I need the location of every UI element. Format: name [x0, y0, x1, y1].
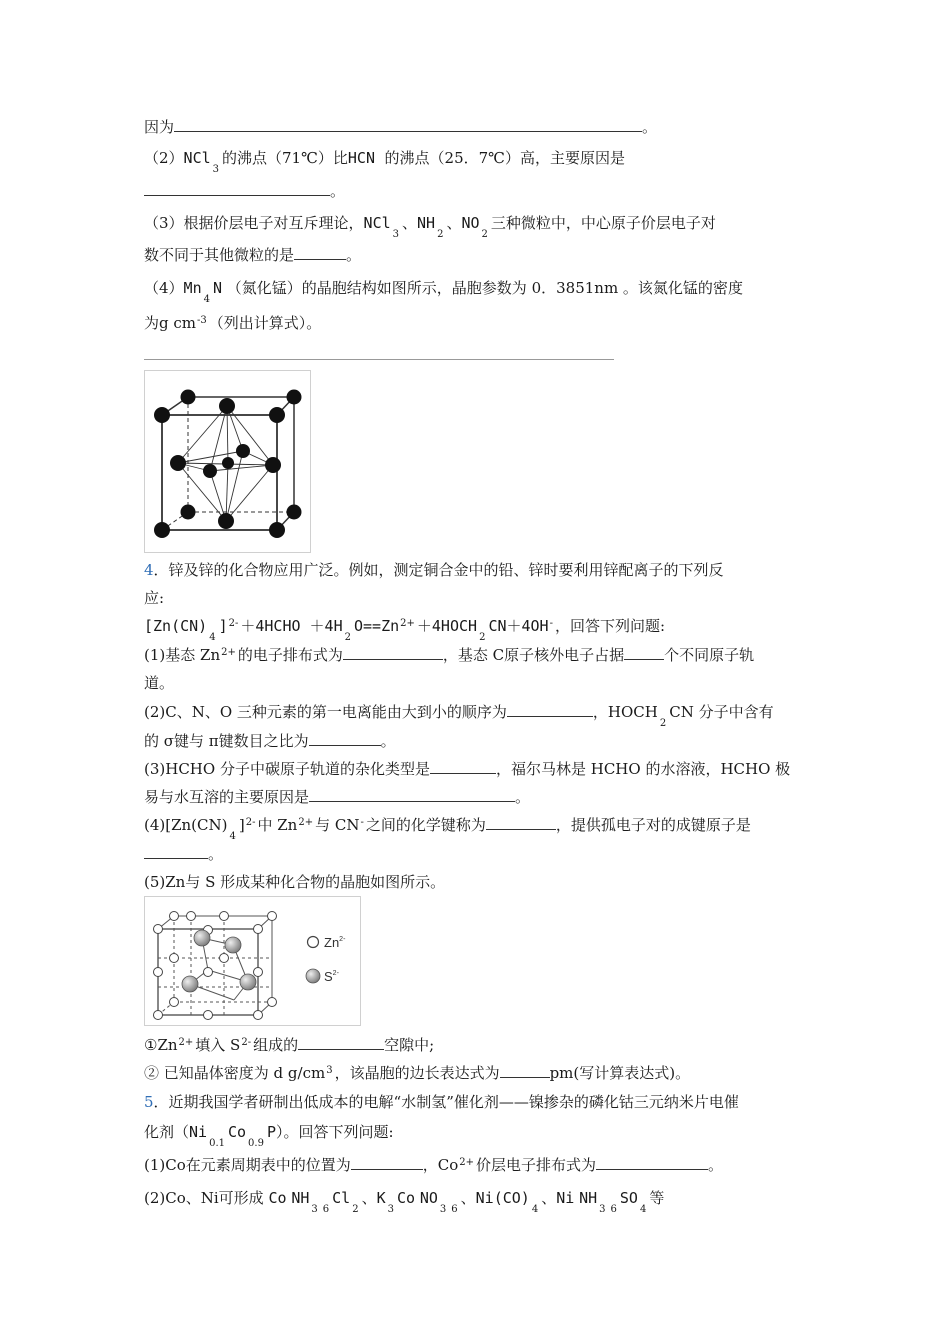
answer-blank[interactable] [596, 1155, 708, 1170]
text: 、 [361, 1189, 377, 1207]
zns-crystal-cell-figure [144, 896, 361, 1026]
superscript: - [360, 817, 364, 828]
text: 的沸点（25．7℃）高，主要原因是 [384, 149, 625, 167]
formula: NO [419, 1189, 438, 1207]
formula-ni: Ni [189, 1123, 208, 1141]
subscript: 2 [481, 229, 488, 240]
formula-ncl3: NCl [183, 149, 211, 167]
answer-blank[interactable] [430, 759, 496, 774]
formula: NH [291, 1189, 310, 1207]
q4-part2-line1 [144, 702, 774, 729]
q4-part1-line1 [144, 645, 754, 668]
question-number: 5 [144, 1093, 154, 1111]
formula-ncl3: NCl [363, 214, 391, 232]
q3-part2-line1 [144, 148, 625, 175]
text: (5)Zn与 S 形成某种化合物的晶胞如图所示。 [144, 873, 446, 891]
text: ，提供孤电子对的成键原子是 [555, 816, 751, 834]
text: 化剂（ [144, 1123, 190, 1141]
superscript: 2+ [178, 1037, 194, 1048]
text: 、 [402, 214, 418, 232]
text: 空隙中; [384, 1036, 435, 1054]
zn-legend-label: $Zn^{2-}$ [324, 935, 346, 950]
text: 。 [642, 118, 658, 136]
text: 、 [460, 1189, 476, 1207]
q3-part3-line2 [144, 245, 361, 265]
text: （4） [144, 279, 184, 297]
subscript: 2 [352, 1204, 359, 1215]
s-legend-marker [306, 969, 320, 983]
text: ，HOCH [592, 703, 658, 721]
q4-title-line2 [144, 588, 164, 608]
formula-p: P [266, 1123, 276, 1141]
text: 价层电子排布式为 [476, 1156, 597, 1174]
q3-part2-line2 [144, 181, 345, 201]
subscript: 3 [599, 1204, 606, 1215]
text: 的电子排布式为 [237, 646, 343, 664]
formula: O==Zn [354, 617, 400, 635]
text: 。 [346, 246, 362, 264]
q3-part4-line2 [144, 313, 321, 336]
superscript: 3 [326, 1065, 333, 1076]
answer-blank[interactable] [507, 702, 593, 717]
text: 个不同原子轨 [664, 646, 755, 664]
text: 等 [649, 1189, 665, 1207]
text: ）。回答下列问题: [275, 1123, 394, 1141]
text: 。 [208, 845, 224, 863]
q4-part4-line1 [144, 815, 751, 842]
text: 。 [515, 788, 531, 806]
answer-blank[interactable] [500, 1063, 550, 1078]
text: (1)基态 Zn [144, 646, 221, 664]
superscript: - [549, 618, 553, 629]
q4-equation [144, 616, 666, 643]
mn4n-crystal-cell-figure [144, 370, 311, 553]
text: 填入 S [195, 1036, 241, 1054]
text: 道。 [144, 674, 175, 692]
superscript: 2- [245, 817, 256, 828]
formula: SO [619, 1189, 638, 1207]
answer-underline[interactable] [144, 359, 614, 360]
subscript: 6 [322, 1204, 330, 1215]
text: (3)HCHO 分子中碳原子轨道的杂化类型是 [144, 760, 430, 778]
subscript: 2 [659, 718, 667, 729]
subscript: 2 [437, 229, 444, 240]
s-legend-label: $S^{2-}$ [324, 969, 339, 984]
superscript: 2+ [221, 647, 236, 658]
formula: Ni(CO) [475, 1189, 530, 1207]
text: 的 σ键与 π键数目之比为 [144, 732, 309, 750]
text: 与 CN [315, 816, 360, 834]
text: 、 [446, 214, 462, 232]
text: (2)C、N、O 三种元素的第一电离能由大到小的顺序为 [144, 703, 507, 721]
text: 因为 [144, 118, 175, 136]
text: (4)[Zn(CN) [144, 816, 228, 834]
text: 易与水互溶的主要原因是 [144, 788, 310, 806]
subscript: 0.1 [209, 1138, 225, 1149]
subscript: 3 [439, 1204, 447, 1215]
subscript: 3 [387, 1204, 394, 1215]
answer-blank[interactable] [144, 844, 208, 859]
answer-blank[interactable] [294, 245, 346, 260]
formula-hcn: HCN [347, 149, 375, 167]
text: ．锌及锌的化合物应用广泛。例如，测定铜合金中的铅、锌时要利用锌配离子的下列反 [153, 561, 724, 579]
subscript: 0.9 [248, 1138, 264, 1149]
answer-blank[interactable] [174, 117, 642, 132]
text: （列出计算式）。 [208, 314, 322, 332]
text: ．近期我国学者研制出低成本的电解“水制氢”催化剂——镍掺杂的磷化钴三元纳米片电催 [153, 1093, 739, 1111]
text: 组成的 [253, 1036, 299, 1054]
q5-title-line1 [144, 1092, 739, 1112]
q4-part3-line1 [144, 759, 790, 779]
subscript: 2 [479, 632, 486, 643]
formula: [Zn(CN) [144, 617, 208, 635]
text: 为g cm [144, 314, 196, 332]
subscript: 4 [209, 632, 216, 643]
zn-legend-marker [308, 937, 319, 948]
text: (1)Co在元素周期表中的位置为 [144, 1156, 351, 1174]
formula: ] [218, 617, 228, 635]
formula-no2: NO [461, 214, 480, 232]
q5-part1 [144, 1155, 723, 1178]
q5-part2 [144, 1188, 665, 1215]
text: （2） [144, 149, 184, 167]
text: 的沸点（71℃）比 [222, 149, 348, 167]
formula: ＋4HCHO ＋4H [240, 617, 343, 635]
q4-part2-line2 [144, 731, 396, 751]
subscript: 4 [531, 1204, 539, 1215]
q4-part4-line2 [144, 844, 223, 864]
text: 。 [708, 1156, 724, 1174]
q4-part5-sub2 [144, 1063, 690, 1086]
subscript: 3 [392, 229, 400, 240]
answer-blank[interactable] [486, 815, 556, 830]
q3-line-reason [144, 117, 657, 137]
text: ①Zn [144, 1036, 178, 1054]
text: ，Co [422, 1156, 459, 1174]
text: ，基态 C原子核外电子占据 [442, 646, 625, 664]
subscript: 2 [344, 632, 351, 643]
formula: Ni [556, 1189, 575, 1207]
q5-title-line2 [144, 1122, 394, 1149]
q4-part1-line2 [144, 673, 174, 693]
text: 三种微粒中，中心原子价层电子对 [490, 214, 716, 232]
text: 应: [144, 589, 165, 607]
formula: ＋4HOCH [416, 617, 478, 635]
formula-mn4n: Mn [183, 279, 202, 297]
q3-part3-line1 [144, 213, 716, 240]
formula-co: Co [227, 1123, 247, 1141]
text: 、 [541, 1189, 557, 1207]
superscript: 2+ [459, 1157, 475, 1168]
text: （3）根据价层电子对互斥理论， [144, 214, 364, 232]
subscript: 4 [639, 1204, 647, 1215]
subscript: 4 [203, 294, 210, 305]
text: 。 [330, 182, 346, 200]
subscript: 4 [229, 831, 236, 842]
formula: K [376, 1189, 386, 1207]
subscript: 6 [610, 1204, 617, 1215]
text: ，福尔马林是 HCHO 的水溶液，HCHO 极 [495, 760, 791, 778]
superscript: 2+ [298, 817, 314, 828]
formula-nh2: NH [417, 214, 436, 232]
formula: Co [396, 1189, 416, 1207]
text: 。 [380, 732, 396, 750]
q3-part4-line1 [144, 278, 743, 305]
answer-blank[interactable] [144, 181, 330, 196]
text: CN 分子中含有 [669, 703, 774, 721]
superscript: 2- [228, 618, 239, 629]
q4-part5 [144, 872, 445, 892]
question-number: 4 [144, 561, 154, 579]
subscript: 6 [451, 1204, 458, 1215]
superscript: -3 [197, 315, 207, 326]
formula: NH [579, 1189, 598, 1207]
text: （氮化锰）的晶胞结构如图所示，晶胞参数为 0．3851nm 。该氮化锰的密度 [226, 279, 743, 297]
answer-blank[interactable] [351, 1155, 423, 1170]
answer-blank[interactable] [309, 731, 381, 746]
text: ，回答下列问题: [554, 617, 666, 635]
answer-blank[interactable] [298, 1035, 384, 1050]
text: ] [238, 816, 245, 834]
formula: Co [268, 1189, 287, 1207]
text: ，该晶胞的边长表达式为 [334, 1064, 500, 1082]
subscript: 3 [311, 1204, 318, 1215]
text: 数不同于其他微粒的是 [144, 246, 295, 264]
superscript: 2+ [400, 618, 415, 629]
subscript: 3 [212, 164, 220, 175]
answer-blank[interactable] [624, 645, 664, 660]
answer-blank[interactable] [343, 645, 443, 660]
answer-blank[interactable] [309, 787, 515, 802]
formula-n: N [212, 279, 223, 297]
formula: Cl [332, 1189, 351, 1207]
text: pm(写计算表达式)。 [549, 1064, 691, 1082]
text: (2)Co、Ni可形成 [144, 1189, 264, 1207]
text: ② 已知晶体密度为 d g/cm [144, 1064, 326, 1082]
q4-title-line1 [144, 560, 724, 580]
text: 之间的化学键称为 [365, 816, 486, 834]
superscript: 2- [241, 1037, 252, 1048]
q4-part5-sub1 [144, 1035, 434, 1058]
q4-part3-line2 [144, 787, 530, 807]
text: 中 Zn [257, 816, 298, 834]
formula: CN＋4OH [488, 617, 549, 635]
